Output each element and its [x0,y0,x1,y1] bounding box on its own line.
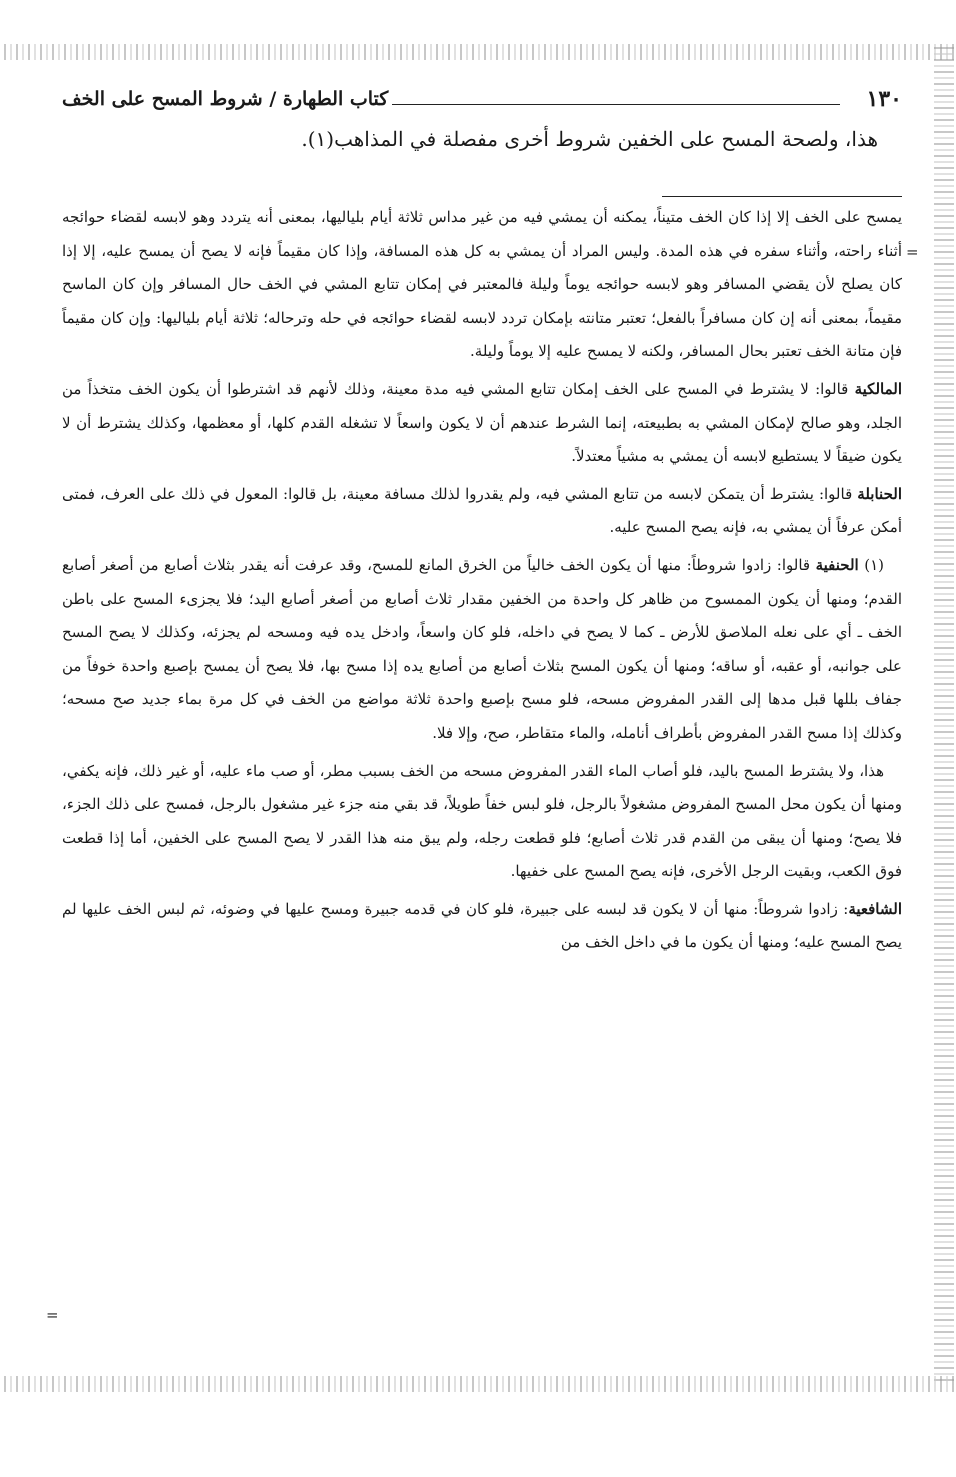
footnote-text: يمسح على الخف إلا إذا كان الخف متيناً، يمكنه أن يمشي فيه من غير مداس ثلاثة أيام بلياليها، بمعنى أنه يتردد وهو لابسه لقضاء حوائجه أثناء راحته، وأثناء سفره في هذه المدة. وليس المراد أن يمشي به كل هذه المسافة، وإذا كان مقيماً فإنه لا يصح أن يمسح عليه، إلا إذا كان يصلح لأن يقضي المسافر وهو لابسه حوائجه يوماً وليلة فالمعتبر في إمكان تتابع المشي في الخف حال المسافر وإن كان الماسح مقيماً، بمعنى أنه إن كان مسافراً بالفعل؛ تعتبر متانته بإمكان تردد لابسه لقضاء حوائجه في حله وترحاله؛ ثلاثة أيام بلياليها: وإن كان مقيماً فإن متانة الخف تعتبر بحال المسافر، ولكنه لا يمسح عليه إلا يوماً وليلة. [62,208,902,361]
footnote-text: قالوا: لا يشترط في المسح على الخف إمكان تتابع المشي فيه مدة معينة، وذلك لأنهم قد اشترطوا أن يكون الخف متخذاً من الجلد، وهو صالح لإمكان المشي به بطبيعته، إنما الشرط عندهم أن لا يكون واسعاً لا تشغله القدم كلها، أو معظمها، وكذلك يشترط أن لا يكون ضيقاً لا يستطيع لابسه أن يمشي به مشياً معتدلاً. [62,379,902,466]
main-text: هذا، ولصحة المسح على الخفين شروط أخرى مفصلة في المذاهب(١). [301,127,878,151]
footnotes [62,201,902,960]
school-label-shafii: الشافعية [848,899,902,918]
school-label-maliki: المالكية [854,379,902,398]
page-header [62,84,902,120]
footnote-paragraph [62,201,902,369]
school-label-hanafi: الحنفية [815,555,859,574]
book-page [62,84,902,964]
running-title: كتاب الطهارة / شروط المسح على الخف [62,88,389,110]
footnote-text: : زادوا شروطاً: منها أن لا يكون قد لبسه على جبيرة، فلو كان في قدمه جبيرة ومسح عليها في وضوئه، ثم لبس الخف عليها لم يصح المسح عليه؛ ومنها أن يكون ما في داخل الخف من [62,899,902,952]
footnote-paragraph [62,373,902,474]
footnote-paragraph [62,893,902,960]
footnote-paragraph [62,478,902,545]
school-label-hanbali: الحنابلة [857,484,902,503]
page-number: ١٣٠ [866,86,902,112]
decorative-border-right [934,44,954,1381]
continuation-mark-top: = [906,243,919,261]
footnote-number: (١) [858,555,884,574]
footnote-paragraph [62,549,902,751]
footnote-text: قالوا: يشترط أن يتمكن لابسه من تتابع المشي فيه، ولم يقدروا لذلك مسافة معينة، بل قالوا: المعول في ذلك على العرف، فمتى أمكن عرفاً أن يمشي به، فإنه يصح المسح عليه. [62,484,902,537]
footnote-paragraph [62,755,902,889]
continuation-mark-bottom: = [46,1306,59,1324]
footnote-separator [662,196,902,197]
footnote-text: هذا، ولا يشترط المسح باليد، فلو أصاب الماء القدر المفروض مسحه من الخف بسبب مطر، أو صب ماء عليه، أو غير ذلك، فإنه يكفي، ومنها أن يكون محل المسح المفروض مشغولاً بالرجل، فلو لبس خفاً طويلاً، قد بقي منه جزء غير مشغول بالرجل، فمسح على ذلك الجزء، فلا يصح؛ ومنها أن يبقى من القدم قدر ثلاث أصابع؛ فلو قطعت رجله، ولم يبق منه هذا القدر لا يصح المسح على الخفين، أما إذا قطعت فوق الكعب، وبقيت الرجل الأخرى، فإنه يصح المسح على خفيها. [62,761,902,881]
footnote-text: قالوا: زادوا شروطاً: منها أن يكون الخف خالياً من الخرق المانع للمسح، وقد عرفت أنه يقدر بثلاث أصابع من أصغر أصابع القدم؛ ومنها أن يكون الممسوح من ظاهر كل واحدة من الخفين مقدار ثلاث أصابع من أصغر أصابع اليد؛ فلا يجزىء المسح على باطن الخف ـ أي على نعله الملاصق للأرض ـ كما لا يصح في داخله، فلو كان واسعاً، وادخل يده فيه ومسحه لم يجزئه، وكذلك لا يصح المسح على جوانبه، أو عقبه، أو ساقه؛ ومنها أن يكون المسح بثلاث أصابع من أصابع يده إذا مسح بها، فلا يصح أن يمسح بإصبع واحدة خوفاً من جفاف بللها قبل مدها إلى القدر المفروض مسحه، فلو مسح بإصبع واحدة ثلاثة مواضع من الخف في كل مرة بماء جديد صح مسحه؛ وكذلك إذا مسح القدر المفروض بأطراف أنامله، والماء متقاطر، صح، وإلا فلا. [62,555,902,742]
decorative-border-bottom [4,1376,956,1392]
header-rule [392,104,840,105]
decorative-border-top [4,44,956,60]
